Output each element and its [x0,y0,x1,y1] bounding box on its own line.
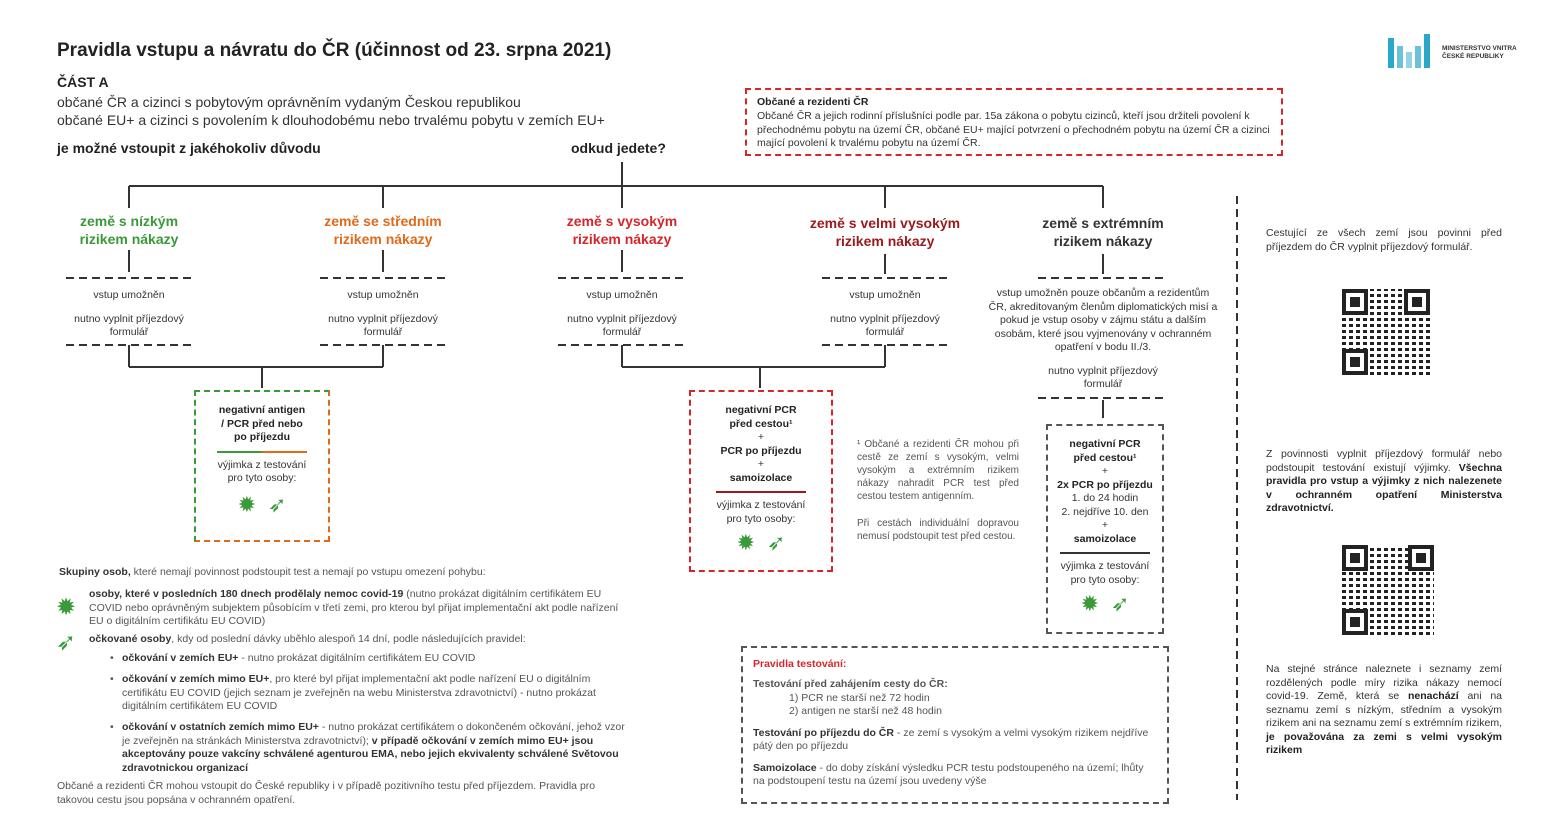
residents-text: Občané ČR a jejich rodinní příslušníci podle par. 15a zákona o pobytu cizinců, kteří jsou držiteli povolení k přechodnému pobytu na území ČR, občané EU+ mající potvrzení o přechodném pobytu na území ČR a cizinci mající povolení k trvalému pobytu na území ČR. [757,110,1270,149]
category-high-risk: země s vysokým rizikem nákazy [566,213,678,247]
intro-line-1: občané ČR a cizinci s pobytovým oprávněním vydaným Českou republikou [57,94,521,110]
category-medium-risk: země se středním rizikem nákazy [324,213,442,247]
vacc-rule-3: • očkování v ostatních zemích mimo EU+ - nutno prokázat certifikátem o dokončeném očkování, jehož vzor je zveřejněn na stránkách Ministerstva zdravotnictví); v případě očkování v zemích mimo EU+ jsou akceptovány pouze vakcíny schválené agenturou EMA, nebo jejich ekvivalenty schválené Světovou zdravotnickou organizací [110,721,625,774]
qr-code-1[interactable] [1342,289,1430,375]
syringe-icon: ➶ [56,629,77,656]
entry-high: vstup umožněn nutno vyplnit příjezdový formulář [567,289,677,338]
virus-icon: ✹ [1080,591,1099,616]
test-box-high-veryhigh: negativní PCR před cestou¹ + PCR po příjezdu + samoizolace výjimka z testování pro tyto osoby: ✹ ➶ [689,390,833,572]
group-recovered: osoby, které v posledních 180 dnech prodělaly nemoc covid-19 (nutno prokázat digitálním certifikátem EU COVID nebo oprávněným subjektem působícím v třetí zemi, pro kterou byl přijat implementační akt podle nařízení EU o digitálním certifikátu EU COVID) [89,588,619,627]
divider [217,451,307,453]
testing-heading: Pravidla testování: [753,658,847,670]
syringe-icon: ➶ [1111,591,1130,616]
where-from-label: odkud jedete? [571,140,666,156]
closing-note: Občané a rezidenti ČR mohou vstoupit do České republiky i v případě pozitivního testu před příjezdem. Pravidla pro takovou cestu jsou popsána v ochranném opatření. [57,780,596,806]
right-text-1: Cestující ze všech zemí jsou povinni před příjezdem do ČR vyplnit příjezdový formulář. [1266,227,1502,253]
category-very-high-risk: země s velmi vysokým rizikem nákazy [809,215,961,249]
part-label: ČÁST A [57,74,109,90]
right-text-2: Z povinnosti vyplnit příjezdový formulář nebo podstoupit testování existují výjimky. Všechna pravidla pro vstup a výjimky z nich nalezenete v ochranném opatření Ministerstva zdravotnictví. [1266,448,1502,514]
divider [716,491,806,493]
intro-line-2: občané EU+ a cizinci s povolením k dlouhodobému nebo trvalému pobytu v zemích EU+ [57,112,605,128]
any-reason-label: je možné vstoupit z jakéhokoliv důvodu [57,140,321,156]
divider [1060,552,1150,554]
groups-intro: Skupiny osob, které nemají povinnost podstoupit test a nemají po vstupu omezení pohybu: [59,566,486,578]
page-title: Pravidla vstupu a návratu do ČR (účinnost od 23. srpna 2021) [57,40,612,61]
syringe-icon: ➶ [767,530,786,555]
residents-heading: Občané a rezidenti ČR [757,96,869,108]
vacc-rule-1: • očkování v zemích EU+ - nutno prokázat digitálním certifikátem EU COVID [110,652,476,664]
syringe-icon: ➶ [268,491,287,517]
virus-icon: ✹ [56,594,77,621]
entry-very-high: vstup umožněn nutno vyplnit příjezdový formulář [830,289,940,338]
footnote-2: Při cestách individuální dopravou nemusí podstoupit test před cestou. [857,518,1019,542]
ministry-name: MINISTERSTVO VNITRA ČESKÉ REPUBLIKY [1442,45,1517,60]
entry-low: vstup umožněn nutno vyplnit příjezdový formulář [74,289,184,338]
entry-extreme: vstup umožněn pouze občanům a rezidentům ČR, akreditovaným členům diplomatických misí a pokud je vstup osoby v zájmu státu a dalším osobám, které jsou vyjmenovány v ochranném opatření v bodu II./3. nutno vyplnit příjezdový formulář [988,287,1218,390]
virus-icon: ✹ [736,530,755,555]
footnote-1: ¹ Občané a rezidenti ČR mohou při cestě ze zemí s vysokým, velmi vysokým a extrémním rizikem nákazy nahradit PCR test před cestou testem antigenním. [857,439,1019,502]
category-low-risk: země s nízkým rizikem nákazy [79,213,179,247]
virus-icon: ✹ [237,491,256,517]
test-box-low-medium: negativní antigen / PCR před nebo po příjezdu výjimka z testování pro tyto osoby: ✹ ➶ [194,390,330,542]
vacc-rule-2: • očkování v zemích mimo EU+, pro které byl přijat implementační akt podle nařízení EU o digitálním certifikátu EU COVID (jejich seznam je zveřejněn na webu Ministerstva zdravotnictví) - nutno prokázat digitálním certifikátem EU COVID [110,673,596,712]
group-vaccinated: očkované osoby, kdy od poslední dávky uběhlo alespoň 14 dní, podle následujících pravidel: [89,633,526,645]
entry-medium: vstup umožněn nutno vyplnit příjezdový formulář [328,289,438,338]
right-text-3: Na stejné stránce naleznete i seznamy zemí rozdělených podle míry rizika nákazy nemocí covid-19. Země, která se nenachází ani na seznamu zemí s nízkým, středním a vysokým rizikem ani na seznamu zemí s extrémním rizikem, je považována za zemi s velmi vysokým rizikem [1266,663,1502,756]
category-extreme-risk: země s extrémním rizikem nákazy [1042,215,1164,249]
qr-code-2[interactable] [1342,545,1434,635]
testing-rules-box: Pravidla testování: Testování před zahájením cesty do ČR: 1) PCR ne starší než 72 hodin 2) antigen ne starší než 48 hodin Testování po příjezdu do ČR - ze zemí s vysokým a velmi vysokým rizikem nejdříve pátý den po příjezdu Samoizolace - do doby získání výsledku PCR testu podstoupeného na území; lhůty na podstoupení testu na území jsou uvedeny výše [741,646,1169,804]
test-box-extreme: negativní PCR před cestou¹ + 2x PCR po příjezdu 1. do 24 hodin 2. nejdříve 10. den + samoizolace výjimka z testování pro tyto osoby: ✹ ➶ [1046,424,1164,634]
